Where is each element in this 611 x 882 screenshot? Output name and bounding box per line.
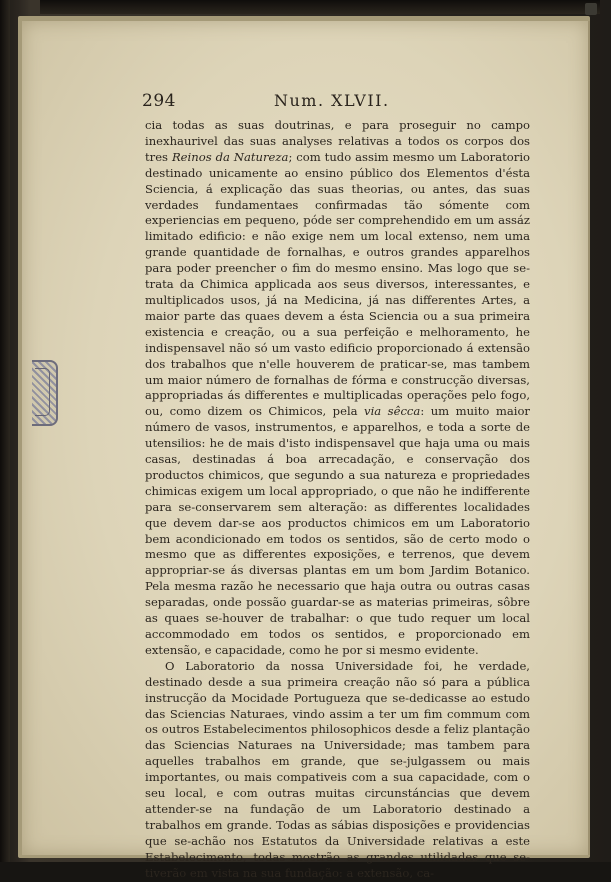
paragraph-1 [145,118,530,659]
paragraph-2: O Laboratorio da nossa Universidade foi, he verdade, destinado desde a sua primeira creação não só para a pública instrucção da Mocidade Portugueza que se-dedicasse ao estudo das Sciencias Naturaes, vindo assim a ter um fim commum com os outros Estabelecimentos philosophicos desde a feliz plantação das Sciencias Naturaes na Universidade; mas tambem para aquelles trabalhos em grande, que se-julgassem ou mais importantes, ou mais compativeis com a sua capacidade, com o seu local, e com outras muitas circunstáncias que devem attender-se na fundação de um Laboratorio destinado a trabalhos em grande. Todas as sábias disposições e providencias que se-achão nos Estatutos da Universidade relativas a este Estabelecimento, todas mostrão as grandes utilidades que se-tiverão em vista na sua fundação: a extensão, ca- [145,658,530,880]
library-stamp-inner [35,368,50,416]
running-title: Num. XLVII. [274,91,390,110]
page-number: 294 [142,91,176,111]
paragraph-1-part-b: ; com tudo assim mesmo um Laboratorio destinado unicamente ao ensino público dos Elementos d'ésta Sciencia, á explicação das suas theorias, ou antes, das suas verdades fundamentaes confirmadas tão sómente com experiencias em pequeno, póde ser comprehendido em um assáz limitado edificio: e não exige nem um local extenso, nem uma grande quantidade de fornalhas, e outros grandes apparelhos para poder preencher o fim do mesmo ensino. Mas logo que se-trata da Chimica applicada aos seus diversos, interessantes, e multiplicados usos, já na Medicina, já nas differentes Artes, a maior parte das quaes devem a ésta Sciencia ou a sua primeira existencia e creação, ou a sua perfeição e melhoramento, he indispensavel não só um vasto edificio proporcionado á extensão dos trabalhos que n'elle houverem de praticar-se, mas tambem um maior número de fornalhas de fórma e construcção diversas, appropriadas ás differentes e multiplicadas operações pelo fogo, ou, como dizem os Chimicos, pela [145,149,531,419]
page-top-edge [40,0,600,14]
paragraph-1-italic: Reinos da Natureza [171,149,289,164]
body-text [145,118,530,882]
book-binding [0,0,10,862]
library-stamp [32,360,58,426]
page-header [142,91,562,119]
paragraph-1-part-a: cia todas as suas doutrinas, e para proseguir no campo inexhaurivel das suas analyses relativas a todos os corpos dos tres [145,118,530,164]
paragraph-1-part-c: : um muito maior número de vasos, instrumentos, e apparelhos, e toda a sorte de utensilios: he de mais d'isto indispensavel que haja uma ou mais casas, destinadas á boa arrecadação, e conservação dos productos chimicos, que segundo a sua natureza e propriedades chimicas exigem um local appropriado, o que não he indifferente para se-conservarem sem alteração: as differentes localidades que devem dar-se aos productos chimicos em um Laboratorio bem acondicionado em todos os sentidos, são de certo modo o mesmo que as differentes exposições, e terrenos, que devem appropriar-se ás diversas plantas em um bom Jardim Botanico. Pela mesma razão he necessario que haja outra ou outras casas separadas, onde possão guardar-se as materias primeiras, sôbre as quaes se-houver de trabalhar: o que tudo requer um local accommodado em todos os sentidos, e proporcionado em extensão, e capacidade, como he por si mesmo evidente. [145,404,530,657]
corner-mark [585,3,597,15]
paragraph-1-italic-2: via sêcca [364,404,421,419]
